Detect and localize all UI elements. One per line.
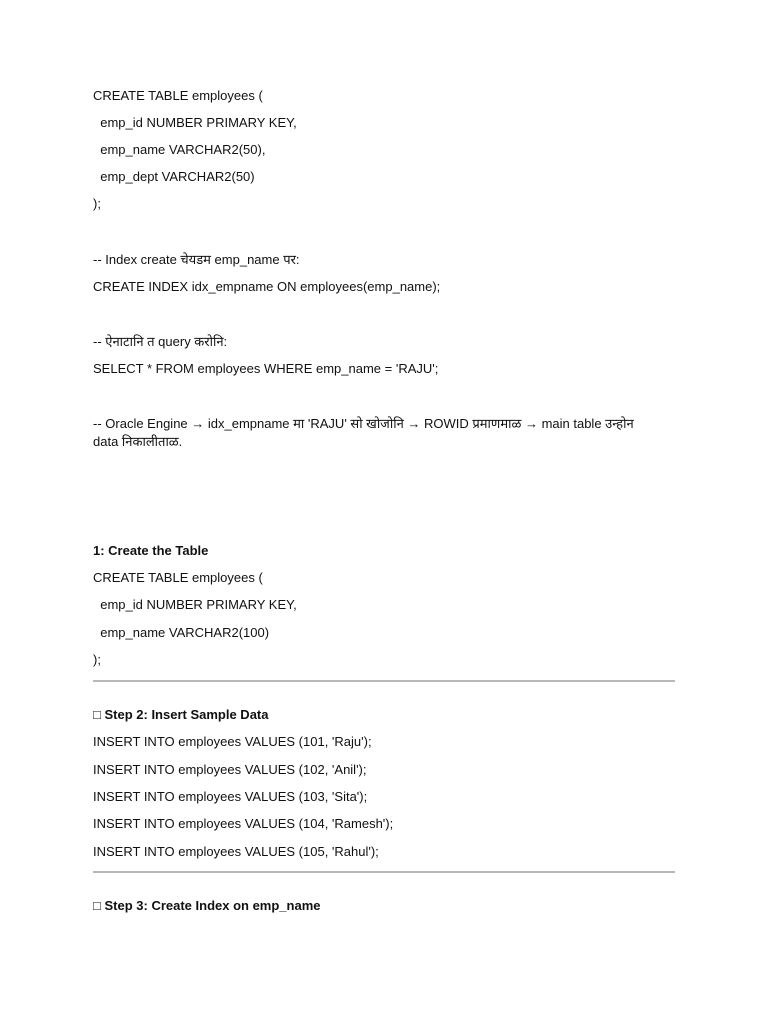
insert-statement: INSERT INTO employees VALUES (103, 'Sita'); bbox=[93, 789, 368, 804]
code-line: emp_dept VARCHAR2(50) bbox=[93, 169, 255, 184]
comment-engine: -- Oracle Engine → idx_empname मा 'RAJU' सो खोजोनि → ROWID प्रमाणमाळ → main table उन्होन data निकालीताळ. bbox=[93, 416, 634, 449]
checkbox-icon: □ bbox=[93, 707, 101, 722]
comment-query: -- ऐनाटानि त query करोनि: bbox=[93, 334, 228, 349]
insert-statement: INSERT INTO employees VALUES (105, 'Rahul'); bbox=[93, 844, 379, 859]
code-line: emp_name VARCHAR2(100) bbox=[93, 625, 270, 640]
code-line: CREATE TABLE employees ( bbox=[93, 88, 263, 103]
horizontal-divider bbox=[93, 871, 675, 873]
insert-statement: INSERT INTO employees VALUES (104, 'Ramesh'); bbox=[93, 816, 394, 831]
code-line: ); bbox=[93, 652, 101, 667]
step3-heading bbox=[93, 898, 321, 914]
comment-index: -- Index create चेयडम emp_name पर: bbox=[93, 252, 300, 267]
create-index-statement: CREATE INDEX idx_empname ON employees(emp_name); bbox=[93, 279, 441, 294]
code-line: CREATE TABLE employees ( bbox=[93, 570, 263, 585]
checkbox-icon: □ bbox=[93, 898, 101, 913]
step1-heading: 1: Create the Table bbox=[93, 543, 209, 558]
code-line: emp_name VARCHAR2(50), bbox=[93, 142, 266, 157]
step2-heading-text: Step 2: Insert Sample Data bbox=[104, 707, 269, 722]
select-statement: SELECT * FROM employees WHERE emp_name = 'RAJU'; bbox=[93, 361, 439, 376]
horizontal-divider bbox=[93, 680, 675, 682]
step3-heading-text: Step 3: Create Index on emp_name bbox=[104, 898, 321, 913]
step2-heading bbox=[93, 707, 268, 723]
insert-statement: INSERT INTO employees VALUES (102, 'Anil'); bbox=[93, 762, 367, 777]
code-line: ); bbox=[93, 196, 101, 211]
insert-statement: INSERT INTO employees VALUES (101, 'Raju'); bbox=[93, 734, 372, 749]
code-line: emp_id NUMBER PRIMARY KEY, bbox=[93, 597, 297, 612]
code-line: emp_id NUMBER PRIMARY KEY, bbox=[93, 115, 297, 130]
